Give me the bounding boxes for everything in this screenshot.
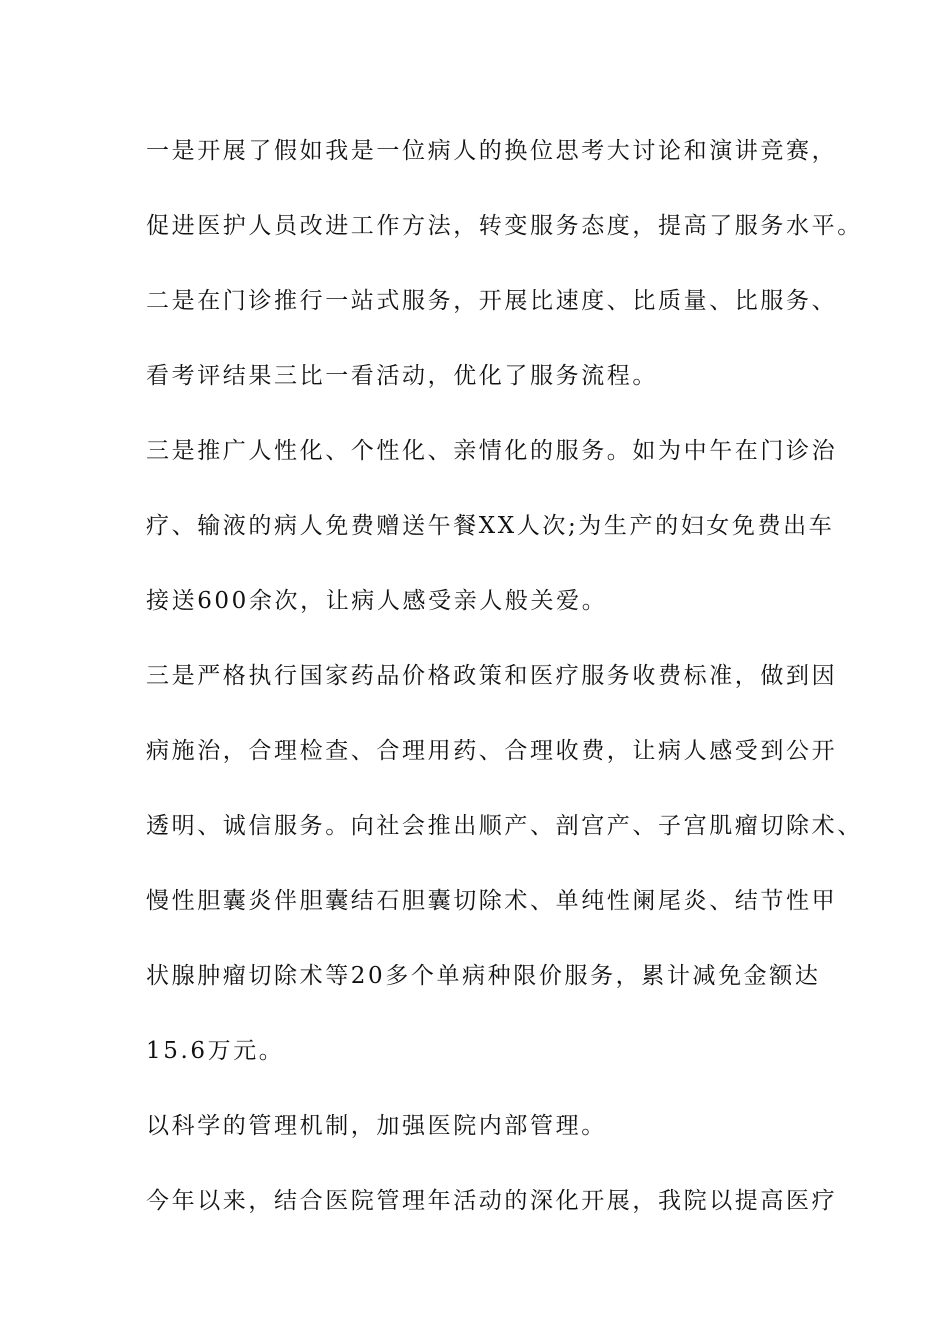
text-line: 病施治，合理检查、合理用药、合理收费，让病人感受到公开 — [146, 738, 838, 764]
text-line: 疗、输液的病人免费赠送午餐XX人次;为生产的妇女免费出车 — [146, 513, 835, 539]
document-body — [146, 128, 863, 1253]
text-line: 看考评结果三比一看活动，优化了服务流程。 — [146, 363, 658, 389]
text-line: 以科学的管理机制，加强医院内部管理。 — [146, 1113, 607, 1139]
text-line: 三是推广人性化、个性化、亲情化的服务。如为中午在门诊治 — [146, 438, 838, 464]
text-line: 接送600余次，让病人感受亲人般关爱。 — [146, 588, 608, 614]
text-line: 促进医护人员改进工作方法，转变服务态度，提高了服务水平。 — [146, 213, 863, 239]
text-line: 今年以来，结合医院管理年活动的深化开展，我院以提高医疗 — [146, 1188, 838, 1214]
text-line: 慢性胆囊炎伴胆囊结石胆囊切除术、单纯性阑尾炎、结节性甲 — [146, 888, 838, 914]
text-line: 一是开展了假如我是一位病人的换位思考大讨论和演讲竞赛， — [146, 138, 838, 164]
text-line: 二是在门诊推行一站式服务，开展比速度、比质量、比服务、 — [146, 288, 838, 314]
text-line: 状腺肿瘤切除术等20多个单病种限价服务，累计减免金额达 — [146, 963, 821, 989]
text-line: 15.6万元。 — [146, 1038, 285, 1064]
text-line: 三是严格执行国家药品价格政策和医疗服务收费标准，做到因 — [146, 663, 838, 689]
text-line: 透明、诚信服务。向社会推出顺产、剖宫产、子宫肌瘤切除术、 — [146, 813, 863, 839]
